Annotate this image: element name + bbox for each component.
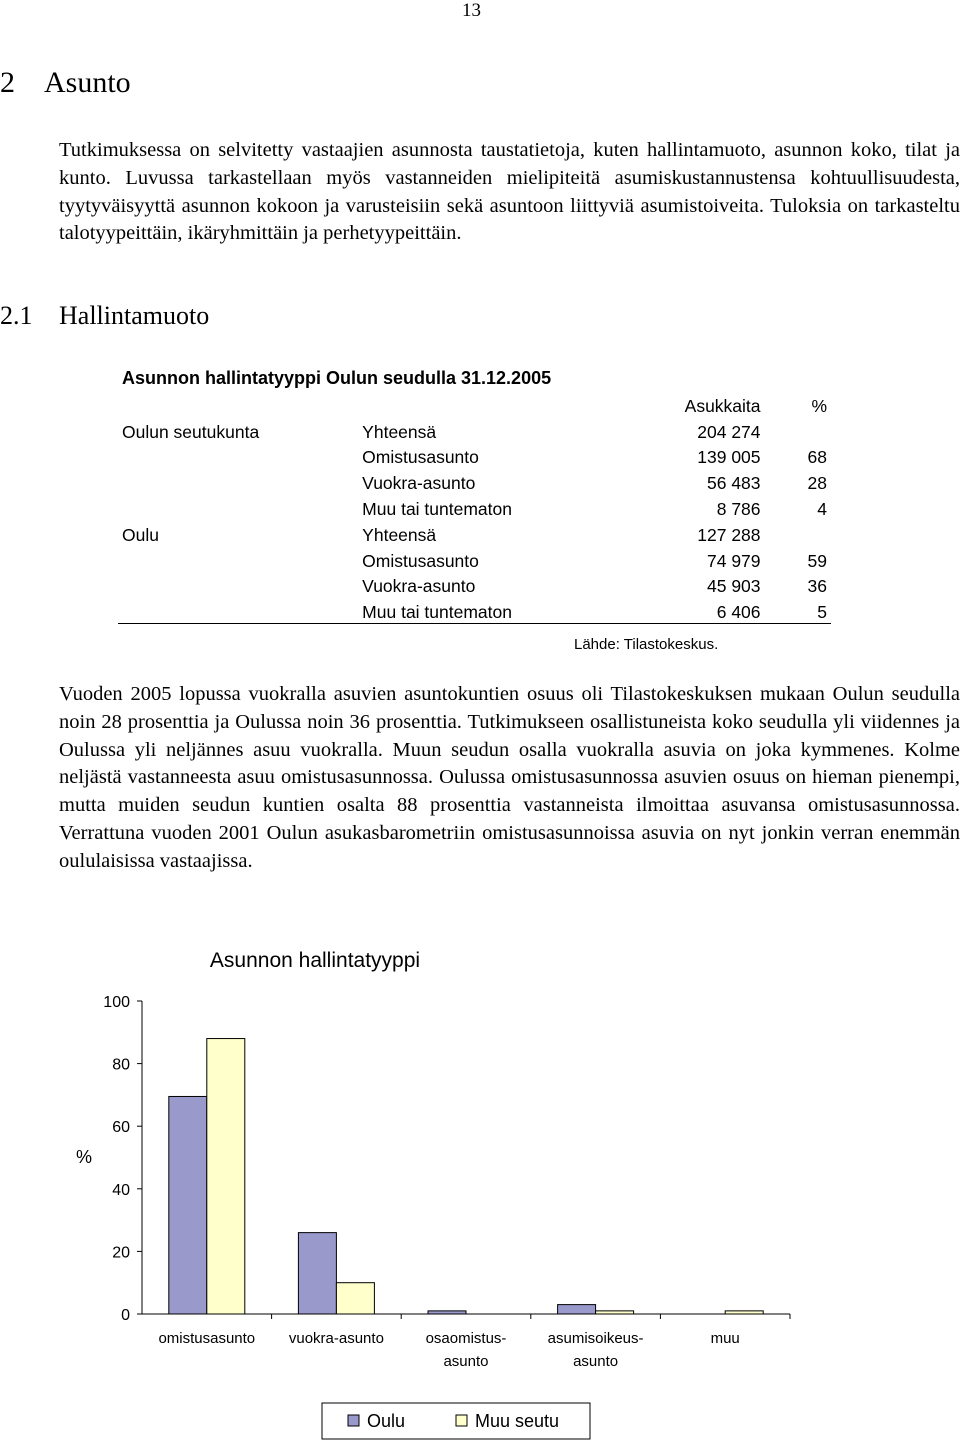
- bar: [169, 1096, 207, 1314]
- bar: [207, 1039, 245, 1314]
- area-cell: [118, 597, 358, 623]
- x-tick-label: asumisoikeus-: [547, 1330, 644, 1347]
- x-tick-label: osaomistus-: [425, 1330, 507, 1347]
- type-cell: Yhteensä: [362, 421, 437, 442]
- y-tick-label: 100: [103, 994, 130, 1011]
- legend-swatch: [456, 1415, 467, 1426]
- header-percent: %: [811, 395, 827, 416]
- legend-entry: Oulu: [367, 1411, 406, 1431]
- header-residents: Asukkaita: [684, 395, 761, 416]
- bar: [725, 1311, 763, 1314]
- residents-cell: 6 406: [633, 597, 764, 623]
- page-number: 13: [462, 0, 481, 21]
- type-cell: Vuokra-asunto: [362, 576, 476, 597]
- x-tick-label: muu: [710, 1330, 740, 1347]
- y-tick-label: 80: [112, 1056, 130, 1074]
- chapter-number: 2: [0, 66, 15, 99]
- percent-cell: 36: [807, 576, 827, 597]
- area-cell: [118, 546, 358, 572]
- intro-paragraph: Tutkimuksessa on selvitetty vastaajien asunnosta taustatietoja, kuten hallintamuoto, asunnon koko, tilat ja kunto. Luvussa tarkastellaan myös vastanneiden mielipiteitä asumiskustannustensa kohtuullisuudesta, tyytyväisyyttä asunnon kokoon ja varusteisiin sekä asuntoon liittyviä asumistoiveita. Tuloksia on tarkasteltu talotyypeittäin, ikäryhmittäin ja perhetyypeittäin.: [59, 139, 960, 245]
- table-row: [118, 417, 831, 443]
- bar: [558, 1305, 596, 1314]
- chapter-title-text: Asunto: [44, 66, 131, 99]
- x-tick-label: asunto: [443, 1353, 489, 1370]
- area-cell: [118, 572, 358, 598]
- area-cell: Oulu: [122, 524, 159, 545]
- percent-cell: 68: [807, 447, 827, 468]
- housing-tenure-table: [118, 391, 831, 624]
- residents-cell: 139 005: [697, 447, 761, 468]
- percent-cell: [765, 520, 831, 546]
- table-row: [118, 597, 831, 623]
- legend-entry: Muu seutu: [475, 1411, 560, 1431]
- type-cell: Vuokra-asunto: [362, 473, 476, 494]
- table-row: [118, 572, 831, 598]
- table-row: [118, 520, 831, 546]
- analysis-paragraph: Vuoden 2005 lopussa vuokralla asuvien asuntokuntien osuus oli Tilastokeskuksen mukaan Oulun seudulla noin 28 prosenttia ja Oulussa noin 36 prosenttia. Tutkimukseen osallistuneista koko seudulla yli viidennes ja Oulussa yli neljännes asuu vuokralla. Muun seudun osalla vuokralla asuvia on joka kymmenes. Kolme neljästä vastanneesta asuu omistusasunnossa. Oulussa omistusasunnossa asuvien osuus on hieman pienempi, mutta muiden seudun kuntien osalta 88 prosenttia vastanneista ilmoittaa asuvansa omistusasunnossa. Verrattuna vuoden 2001 Oulun asukasbarometriin omistusasunnoissa asuvia on nyt jonkin verran enemmän oululaisissa vastaajissa.: [59, 683, 960, 872]
- type-cell: Omistusasunto: [362, 447, 479, 468]
- bar: [596, 1311, 634, 1314]
- section-number: 2.1: [0, 301, 33, 330]
- type-cell: Yhteensä: [362, 524, 437, 545]
- table-source: Lähde: Tilastokeskus.: [574, 636, 719, 653]
- area-cell: [118, 468, 358, 494]
- area-cell: [118, 494, 358, 520]
- chapter-title: [0, 66, 131, 100]
- section-title-text: Hallintamuoto: [59, 301, 210, 330]
- area-cell: [118, 443, 358, 469]
- table-caption: Asunnon hallintatyyppi Oulun seudulla 31.12.2005: [122, 368, 552, 388]
- y-tick-label: 60: [112, 1119, 130, 1137]
- x-tick-label: vuokra-asunto: [288, 1330, 384, 1347]
- type-cell: Omistusasunto: [362, 550, 479, 571]
- percent-cell: [765, 417, 831, 443]
- legend-swatch: [348, 1415, 359, 1426]
- area-cell: Oulun seutukunta: [122, 421, 260, 442]
- table-row: [118, 494, 831, 520]
- bar: [336, 1283, 374, 1314]
- percent-cell: 59: [807, 550, 827, 571]
- y-tick-label: 20: [112, 1244, 130, 1262]
- residents-cell: 74 979: [707, 550, 761, 571]
- y-axis-label: %: [75, 1147, 93, 1167]
- y-tick-label: 0: [121, 1307, 130, 1324]
- residents-cell: 45 903: [707, 576, 761, 597]
- residents-cell: 56 483: [707, 473, 761, 494]
- table-row: [118, 468, 831, 494]
- residents-cell: 8 786: [716, 498, 761, 519]
- percent-cell: 4: [817, 498, 827, 519]
- type-cell: Muu tai tuntematon: [358, 597, 633, 623]
- chart-title: Asunnon hallintatyyppi: [209, 949, 421, 972]
- residents-cell: 204 274: [697, 421, 761, 442]
- y-tick-label: 40: [112, 1181, 130, 1199]
- table-row: [118, 546, 831, 572]
- x-tick-label: omistusasunto: [158, 1330, 256, 1347]
- bar-chart: [50, 940, 740, 1440]
- type-cell: Muu tai tuntematon: [362, 498, 512, 519]
- residents-cell: 127 288: [697, 524, 761, 545]
- bar: [298, 1233, 336, 1314]
- section-title: [0, 301, 209, 331]
- x-tick-label: asunto: [573, 1353, 619, 1370]
- bar: [428, 1311, 466, 1314]
- percent-cell: 28: [807, 473, 827, 494]
- table-header-row: [118, 391, 831, 417]
- table-row: [118, 443, 831, 469]
- percent-cell: 5: [765, 597, 831, 623]
